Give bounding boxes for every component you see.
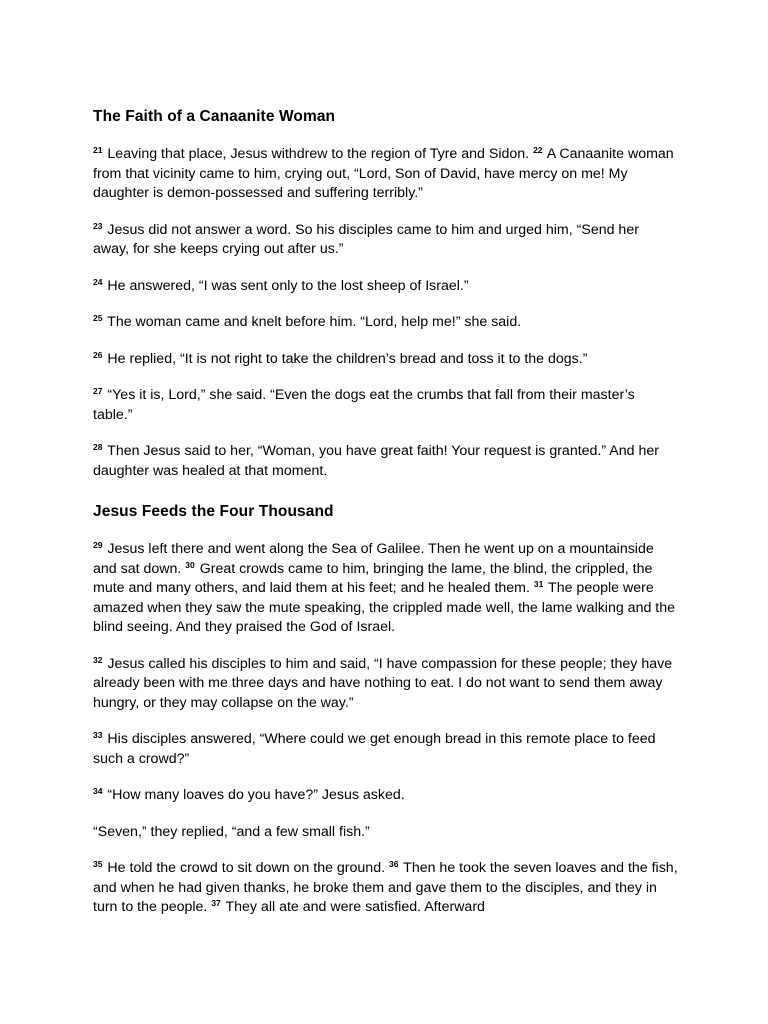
paragraph: [93, 277, 678, 297]
verse-number: 31: [533, 579, 544, 589]
verse-number: 28: [93, 442, 103, 452]
paragraph: [93, 655, 678, 714]
verse-text: The woman came and knelt before him. “Lord, help me!” she said.: [107, 314, 522, 330]
paragraph: [93, 313, 678, 333]
paragraph: [93, 386, 678, 425]
verse-text: Then Jesus said to her, “Woman, you have great faith! Your request is granted.” And her daughter was healed at that moment.: [93, 443, 659, 479]
verse-number: 24: [93, 276, 103, 287]
verse-text: His disciples answered, “Where could we get enough bread in this remote place to feed such a crowd?”: [93, 731, 656, 767]
section-heading: The Faith of a Canaanite Woman: [93, 108, 336, 125]
paragraph: [93, 823, 678, 843]
verse-text: “Seven,” they replied, “and a few small fish.”: [93, 823, 370, 840]
verse-number: 32: [93, 654, 103, 665]
verse-number: 33: [93, 730, 103, 740]
verse-number: 34: [93, 786, 103, 796]
paragraph: [93, 859, 678, 918]
verse-text: Jesus called his disciples to him and said, “I have compassion for these people; they have already been with me three days and have nothing to eat. I do not want to send them away hungry, or they may collapse on the way.”: [93, 655, 673, 711]
verse-text: Then he took the seven loaves and the fish, and when he had given thanks, he broke them and gave them to the disciples, and they in turn to the people.: [93, 860, 678, 915]
verse-text: He answered, “I was sent only to the lost sheep of Israel.”: [107, 277, 469, 294]
verse-text: The people were amazed when they saw the mute speaking, the crippled made well, the lame walking and the blind seeing. And they praised the God of Israel.: [93, 580, 676, 635]
verse-number: 37: [211, 898, 221, 908]
verse-number: 25: [93, 313, 103, 323]
verse-number: 30: [185, 559, 195, 570]
paragraph: [93, 350, 678, 370]
verse-text: Jesus did not answer a word. So his disciples came to him and urged him, “Send her away, for she keeps crying out after us.”: [93, 221, 639, 257]
verse-text: Leaving that place, Jesus withdrew to the region of Tyre and Sidon.: [107, 146, 530, 162]
paragraph: [93, 786, 678, 806]
verse-text: A Canaanite woman from that vicinity came to him, crying out, “Lord, Son of David, have mercy on me! My daughter is demon-possessed and suffering terribly.”: [93, 146, 674, 201]
verse-number: 21: [93, 145, 103, 155]
verse-number: 26: [93, 349, 103, 360]
verse-number: 27: [93, 386, 103, 396]
section-heading: Jesus Feeds the Four Thousand: [93, 503, 334, 520]
document-page: [93, 106, 678, 935]
verse-text: He told the crowd to sit down on the ground.: [107, 860, 386, 876]
paragraph: [93, 221, 678, 260]
paragraph: [93, 730, 678, 769]
verse-text: “Yes it is, Lord,” she said. “Even the dogs eat the crumbs that fall from their master’s table.”: [93, 387, 635, 423]
verse-number: 23: [93, 220, 103, 231]
verse-number: 35: [93, 859, 103, 869]
verse-text: Great crowds came to him, bringing the lame, the blind, the crippled, the mute and many others, and laid them at his feet; and he healed them.: [93, 560, 653, 596]
verse-text: He replied, “It is not right to take the children’s bread and toss it to the dogs.”: [107, 350, 588, 367]
verse-number: 22: [533, 145, 543, 155]
paragraph: [93, 540, 678, 638]
verse-number: 36: [389, 859, 399, 869]
verse-text: Jesus left there and went along the Sea of Galilee. Then he went up on a mountainside and sat down.: [93, 541, 654, 577]
verse-text: They all ate and were satisfied. Afterward: [225, 899, 485, 915]
paragraph: [93, 145, 678, 204]
verse-number: 29: [93, 540, 103, 550]
verse-text: “How many loaves do you have?” Jesus asked.: [107, 787, 405, 803]
paragraph: [93, 442, 678, 481]
